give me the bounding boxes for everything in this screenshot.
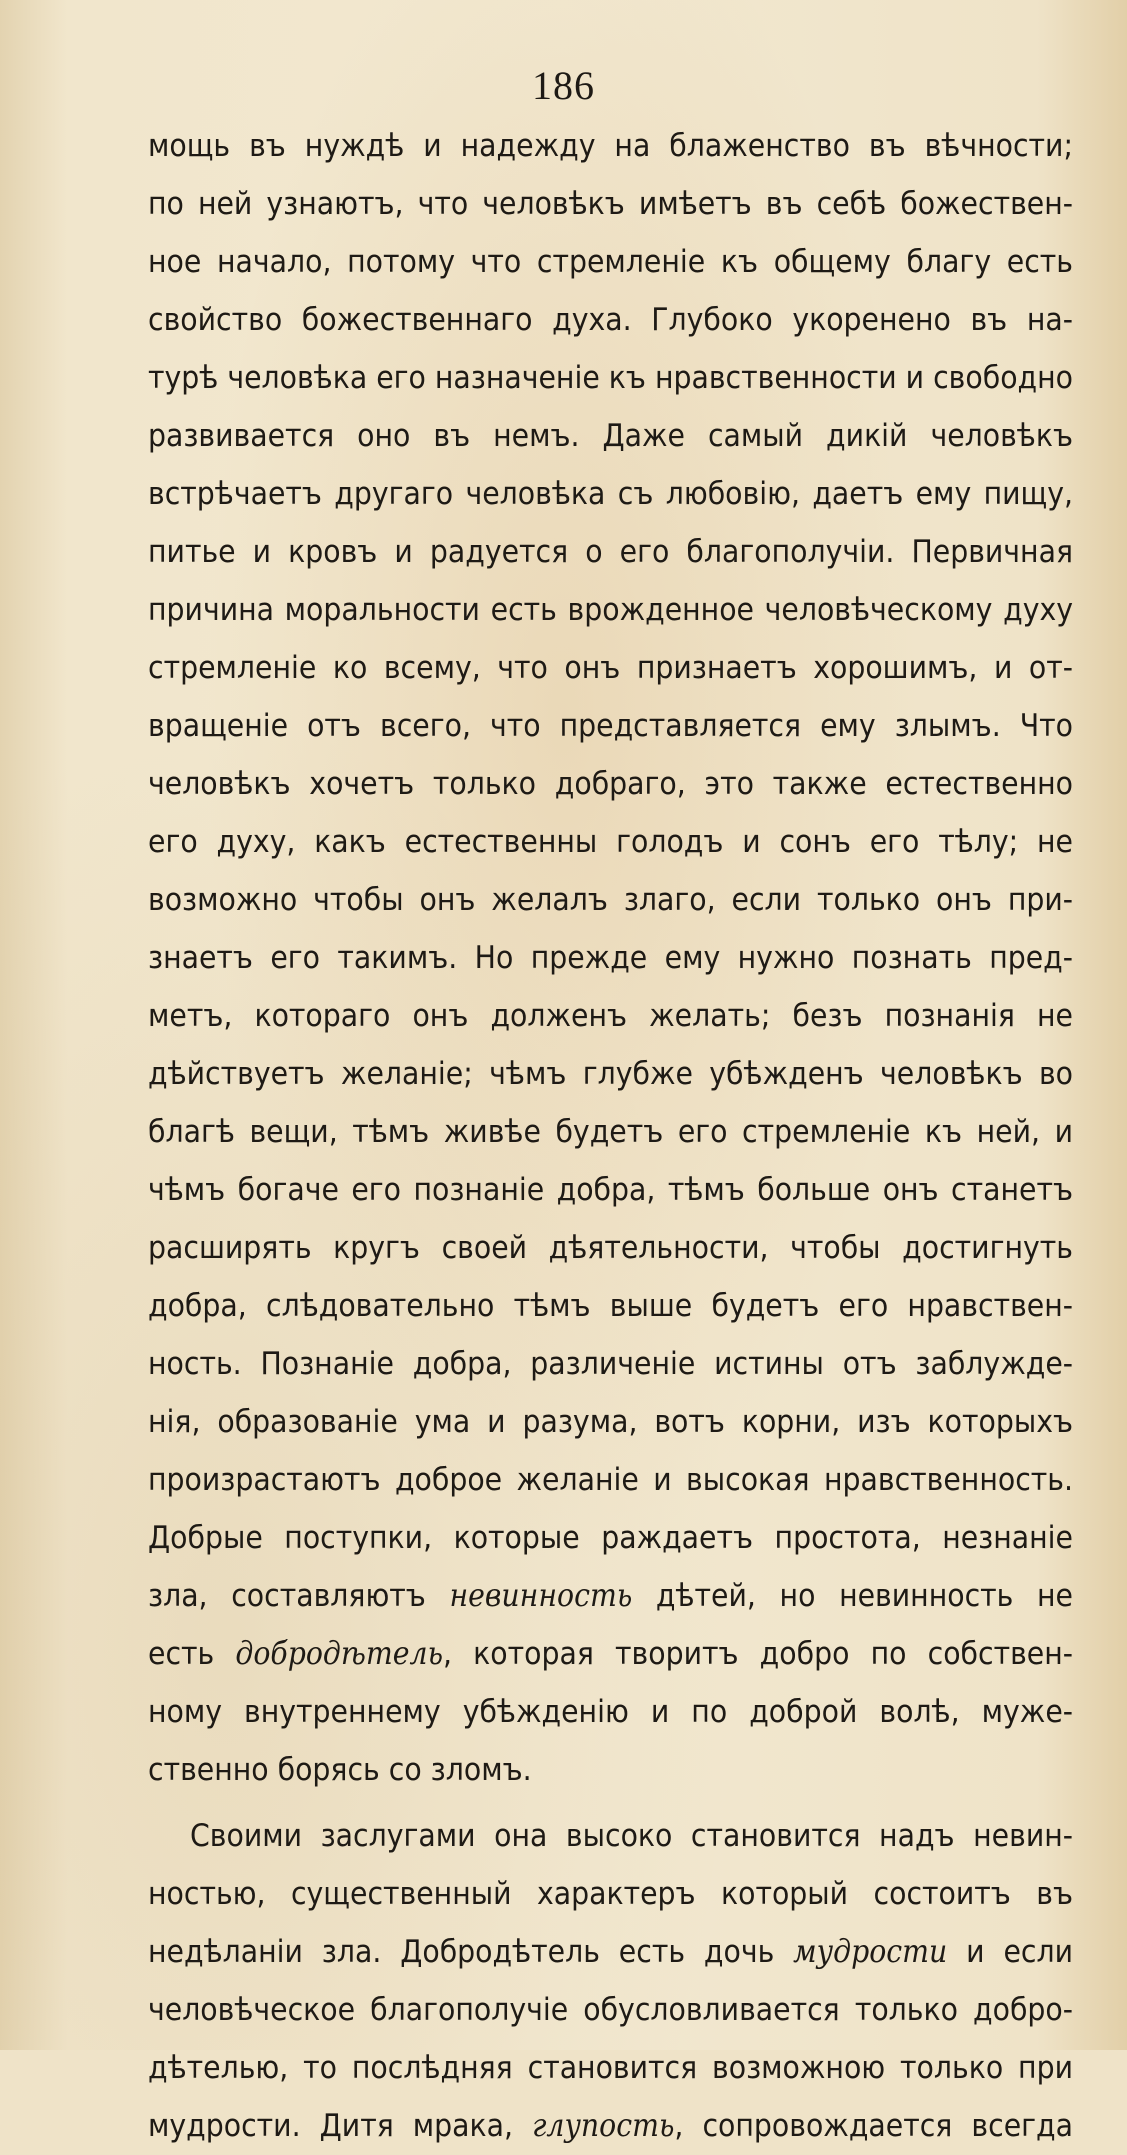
text-line: возможно чтобы онъ желалъ злаго, если только онъ при- [148, 882, 1073, 918]
text-run: зла, составляютъ [148, 1578, 450, 1614]
text-line: произрастаютъ доброе желаніе и высокая нравственность. [148, 1462, 1073, 1498]
text-line: чѣмъ богаче его познаніе добра, тѣмъ больше онъ станетъ [148, 1172, 1073, 1208]
text-line: ственно борясь со зломъ. [148, 1752, 532, 1788]
text-run: есть [148, 1636, 236, 1672]
text-line: дѣйствуетъ желаніе; чѣмъ глубже убѣжденъ человѣкъ во [148, 1056, 1073, 1092]
text-line: Своими заслугами она высоко становится надъ невин- [190, 1818, 1073, 1854]
italic-term: невинность [449, 1578, 633, 1614]
text-line: его духу, какъ естественны голодъ и сонъ его тѣлу; не [148, 824, 1073, 860]
text-line: знаетъ его такимъ. Но прежде ему нужно познать пред- [148, 940, 1073, 976]
page-number: 186 [532, 63, 595, 108]
text-line: причина моральности есть врожденное человѣческому духу [148, 592, 1073, 628]
text-line: метъ, котораго онъ долженъ желать; безъ познанія не [148, 998, 1073, 1034]
text-line: человѣкъ хочетъ только добраго, это также естественно [148, 766, 1073, 802]
text-line: турѣ человѣка его назначеніе къ нравственности и свободно [148, 360, 1073, 396]
text-line: вращеніе отъ всего, что представляется ему злымъ. Что [148, 708, 1073, 744]
text-run: дѣтей, но невинность не [632, 1578, 1073, 1614]
text-line: ное начало, потому что стремленіе къ общему благу есть [148, 244, 1073, 280]
text-line: по ней узнаютъ, что человѣкъ имѣетъ въ себѣ божествен- [148, 186, 1073, 222]
text-line: питье и кровъ и радуется о его благополучіи. Первичная [148, 534, 1073, 570]
paragraph-gap [148, 1799, 1073, 1807]
italic-term: глупость [532, 2108, 675, 2144]
text-run: мудрости. Дитя мрака, [148, 2108, 533, 2144]
text-run: , которая творитъ добро по собствен- [443, 1636, 1073, 1672]
text-line: Добрые поступки, которые раждаетъ простота, незнаніе [148, 1520, 1073, 1556]
text-run: недѣланіи зла. Добродѣтель есть дочь [148, 1934, 794, 1970]
text-line [148, 1567, 1073, 1625]
text-line: мощь въ нуждѣ и надежду на блаженство въ вѣчности; [148, 128, 1073, 164]
text-line: ностью, существенный характеръ который состоитъ въ [148, 1876, 1073, 1912]
text-line: нія, образованіе ума и разума, вотъ корни, изъ которыхъ [148, 1404, 1073, 1440]
text-line: добра, слѣдовательно тѣмъ выше будетъ его нравствен- [148, 1288, 1073, 1324]
text-line [148, 2097, 1073, 2155]
text-line: развивается оно въ немъ. Даже самый дикій человѣкъ [148, 418, 1073, 454]
text-line: благѣ вещи, тѣмъ живѣе будетъ его стремленіе къ ней, и [148, 1114, 1073, 1150]
text-run: , сопровождается всегда [674, 2108, 1073, 2144]
text-line: свойство божественнаго духа. Глубоко укоренено въ на- [148, 302, 1073, 338]
text-line [148, 1625, 1073, 1683]
text-line: стремленіе ко всему, что онъ признаетъ хорошимъ, и от- [148, 650, 1073, 686]
italic-term: добродѣтель [235, 1636, 444, 1672]
text-line: ному внутреннему убѣжденію и по доброй волѣ, муже- [148, 1694, 1073, 1730]
text-line: дѣтелью, то послѣдняя становится возможною только при [148, 2050, 1073, 2086]
text-line: человѣческое благополучіе обусловливается только добро- [148, 1992, 1073, 2028]
text-line: встрѣчаетъ другаго человѣка съ любовію, даетъ ему пищу, [148, 476, 1073, 512]
italic-term: мудрости [793, 1934, 948, 1970]
body-text [148, 117, 1073, 2155]
text-line: ность. Познаніе добра, различеніе истины отъ заблужде- [148, 1346, 1073, 1382]
text-line: расширять кругъ своей дѣятельности, чтобы достигнуть [148, 1230, 1073, 1266]
text-run: и если [947, 1934, 1073, 1970]
text-line [148, 1923, 1073, 1981]
